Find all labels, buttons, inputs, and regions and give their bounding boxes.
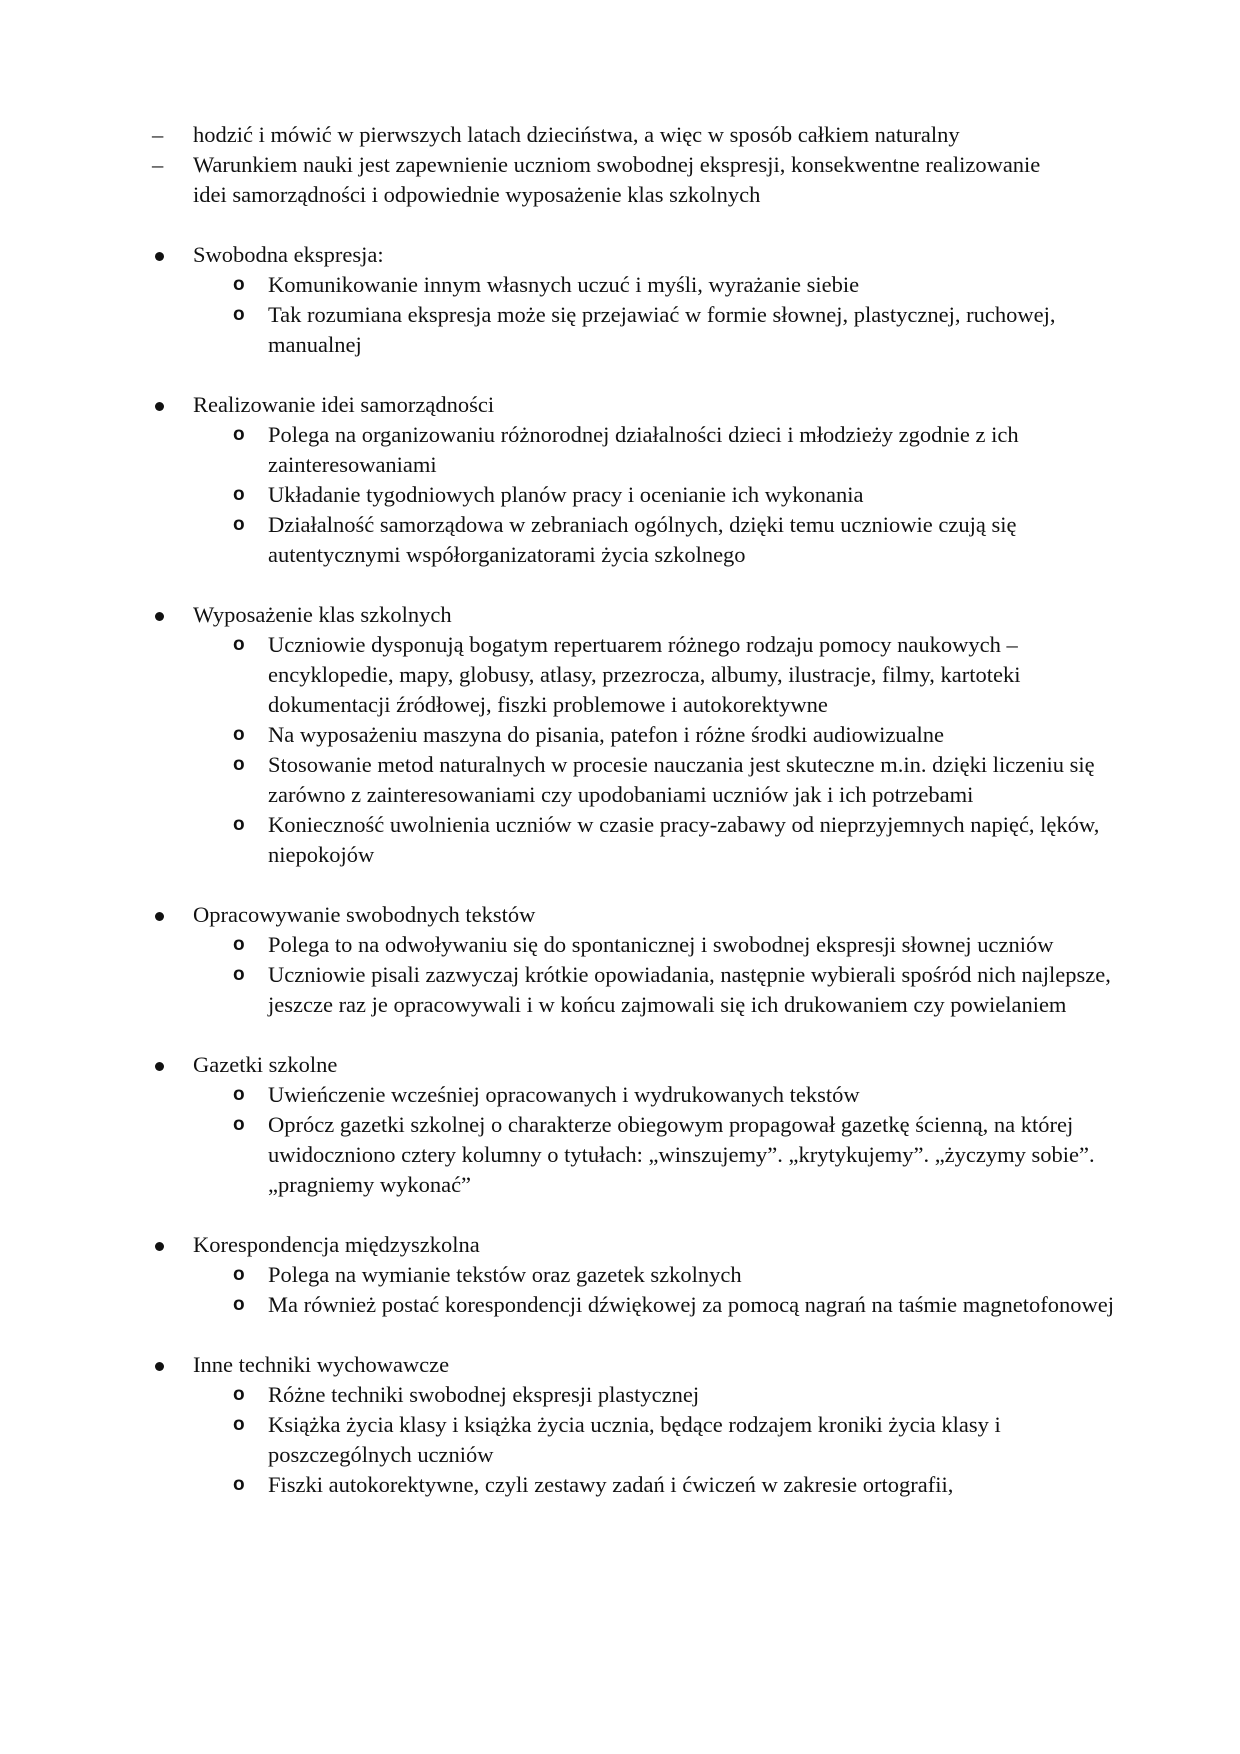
list-item bbox=[0, 480, 1123, 510]
section-heading: Inne techniki wychowawcze bbox=[193, 1352, 450, 1377]
sub-list bbox=[0, 420, 1240, 570]
sub-list bbox=[0, 270, 1240, 360]
dash-marker: – bbox=[152, 152, 164, 177]
list-item bbox=[0, 1470, 1123, 1500]
section-heading: Realizowanie idei samorządności bbox=[193, 392, 495, 417]
list-item-text: Uwieńczenie wcześniej opracowanych i wydrukowanych tekstów bbox=[268, 1082, 860, 1107]
circle-bullet-icon: o bbox=[233, 304, 245, 325]
section-swobodna-ekspresja bbox=[0, 240, 1240, 360]
section-heading: Wyposażenie klas szkolnych bbox=[193, 602, 452, 627]
list-item-text: Oprócz gazetki szkolnej o charakterze obiegowym propagował gazetkę ścienną, na której uwidoczniono cztery kolumny o tytułach: „winszujemy”. „krytykujemy”. „życzymy sobie”. „pragniemy wykonać” bbox=[268, 1112, 1095, 1197]
intro-text: Warunkiem nauki jest zapewnienie uczniom swobodnej ekspresji, konsekwentne realizowanie idei samorządności i odpowiednie wyposażenie klas szkolnych bbox=[193, 152, 1041, 207]
sub-list bbox=[0, 930, 1240, 1020]
list-item-text: Uczniowie pisali zazwyczaj krótkie opowiadania, następnie wybierali spośród nich najlepsze, jeszcze raz je opracowywali i w końcu zajmowali się ich drukowaniem czy powielaniem bbox=[268, 962, 1111, 1017]
sub-list bbox=[0, 630, 1240, 870]
section-heading: Gazetki szkolne bbox=[193, 1052, 338, 1077]
list-item bbox=[0, 300, 1123, 360]
list-item-text: Układanie tygodniowych planów pracy i ocenianie ich wykonania bbox=[268, 482, 864, 507]
list-item bbox=[0, 1410, 1123, 1470]
list-item-text: Fiszki autokorektywne, czyli zestawy zadań i ćwiczeń w zakresie ortografii, bbox=[268, 1472, 954, 1497]
list-item bbox=[0, 750, 1123, 810]
section-samorzadnosc bbox=[0, 390, 1240, 570]
list-item bbox=[0, 1110, 1123, 1200]
section-heading: Korespondencja międzyszkolna bbox=[193, 1232, 480, 1257]
circle-bullet-icon: o bbox=[233, 964, 245, 985]
section-heading: Swobodna ekspresja: bbox=[193, 242, 384, 267]
section-heading-row bbox=[0, 1350, 1093, 1380]
circle-bullet-icon: o bbox=[233, 1294, 245, 1315]
bullet-icon bbox=[155, 402, 164, 411]
sub-list bbox=[0, 1380, 1240, 1500]
list-item-text: Ma również postać korespondencji dźwiękowej za pomocą nagrań na taśmie magnetofonowej bbox=[268, 1292, 1114, 1317]
list-item-text: Polega na organizowaniu różnorodnej działalności dzieci i młodzieży zgodnie z ich zainteresowaniami bbox=[268, 422, 1019, 477]
list-item-text: Polega to na odwoływaniu się do spontanicznej i swobodnej ekspresji słownej uczniów bbox=[268, 932, 1054, 957]
section-heading: Opracowywanie swobodnych tekstów bbox=[193, 902, 536, 927]
circle-bullet-icon: o bbox=[233, 1084, 245, 1105]
intro-item bbox=[0, 150, 1073, 210]
list-item bbox=[0, 420, 1123, 480]
list-item-text: Polega na wymianie tekstów oraz gazetek szkolnych bbox=[268, 1262, 742, 1287]
section-heading-row bbox=[0, 600, 1093, 630]
circle-bullet-icon: o bbox=[233, 1414, 245, 1435]
list-item-text: Stosowanie metod naturalnych w procesie nauczania jest skuteczne m.in. dzięki liczeniu się zarówno z zainteresowaniami czy upodobaniami uczniów jak i ich potrzebami bbox=[268, 752, 1095, 807]
section-wyposazenie bbox=[0, 600, 1240, 870]
list-item bbox=[0, 510, 1123, 570]
list-item-text: Tak rozumiana ekspresja może się przejawiać w formie słownej, plastycznej, ruchowej, manualnej bbox=[268, 302, 1056, 357]
section-heading-row bbox=[0, 1050, 1093, 1080]
list-item bbox=[0, 810, 1123, 870]
circle-bullet-icon: o bbox=[233, 424, 245, 445]
list-item-text: Uczniowie dysponują bogatym repertuarem różnego rodzaju pomocy naukowych – encyklopedie, mapy, globusy, atlasy, przezrocza, albumy, ilustracje, filmy, kartoteki dokumentacji źródłowej, fiszki problemowe i autokorektywne bbox=[268, 632, 1021, 717]
list-item-text: Działalność samorządowa w zebraniach ogólnych, dzięki temu uczniowie czują się autentycznymi współorganizatorami życia szkolnego bbox=[268, 512, 1017, 567]
list-item bbox=[0, 720, 1123, 750]
section-inne-techniki bbox=[0, 1350, 1240, 1500]
circle-bullet-icon: o bbox=[233, 754, 245, 775]
circle-bullet-icon: o bbox=[233, 1264, 245, 1285]
circle-bullet-icon: o bbox=[233, 1114, 245, 1135]
circle-bullet-icon: o bbox=[233, 514, 245, 535]
list-item bbox=[0, 1380, 1123, 1410]
bullet-icon bbox=[155, 252, 164, 261]
circle-bullet-icon: o bbox=[233, 814, 245, 835]
list-item-text: Komunikowanie innym własnych uczuć i myśli, wyrażanie siebie bbox=[268, 272, 860, 297]
bullet-icon bbox=[155, 1362, 164, 1371]
list-item bbox=[0, 930, 1123, 960]
section-heading-row bbox=[0, 1230, 1093, 1260]
intro-item bbox=[0, 120, 1073, 150]
circle-bullet-icon: o bbox=[233, 934, 245, 955]
bullet-icon bbox=[155, 912, 164, 921]
intro-text: hodzić i mówić w pierwszych latach dzieciństwa, a więc w sposób całkiem naturalny bbox=[193, 122, 960, 147]
section-gazetki bbox=[0, 1050, 1240, 1200]
section-heading-row bbox=[0, 900, 1093, 930]
section-swobodne-teksty bbox=[0, 900, 1240, 1020]
circle-bullet-icon: o bbox=[233, 1474, 245, 1495]
dash-marker: – bbox=[152, 122, 164, 147]
list-item bbox=[0, 960, 1123, 1020]
list-item bbox=[0, 1080, 1123, 1110]
list-item-text: Książka życia klasy i książka życia ucznia, będące rodzajem kroniki życia klasy i poszczególnych uczniów bbox=[268, 1412, 1001, 1467]
bullet-icon bbox=[155, 612, 164, 621]
bullet-icon bbox=[155, 1242, 164, 1251]
circle-bullet-icon: o bbox=[233, 724, 245, 745]
circle-bullet-icon: o bbox=[233, 484, 245, 505]
list-item bbox=[0, 630, 1123, 720]
list-item-text: Różne techniki swobodnej ekspresji plastycznej bbox=[268, 1382, 700, 1407]
list-item bbox=[0, 270, 1123, 300]
document-content bbox=[0, 120, 1240, 1500]
list-item bbox=[0, 1260, 1123, 1290]
circle-bullet-icon: o bbox=[233, 634, 245, 655]
bullet-icon bbox=[155, 1062, 164, 1071]
section-heading-row bbox=[0, 390, 1093, 420]
list-item bbox=[0, 1290, 1123, 1320]
section-korespondencja bbox=[0, 1230, 1240, 1320]
circle-bullet-icon: o bbox=[233, 1384, 245, 1405]
section-heading-row bbox=[0, 240, 1093, 270]
list-item-text: Konieczność uwolnienia uczniów w czasie pracy-zabawy od nieprzyjemnych napięć, lęków, niepokojów bbox=[268, 812, 1100, 867]
circle-bullet-icon: o bbox=[233, 274, 245, 295]
list-item-text: Na wyposażeniu maszyna do pisania, patefon i różne środki audiowizualne bbox=[268, 722, 945, 747]
sub-list bbox=[0, 1080, 1240, 1200]
sub-list bbox=[0, 1260, 1240, 1320]
